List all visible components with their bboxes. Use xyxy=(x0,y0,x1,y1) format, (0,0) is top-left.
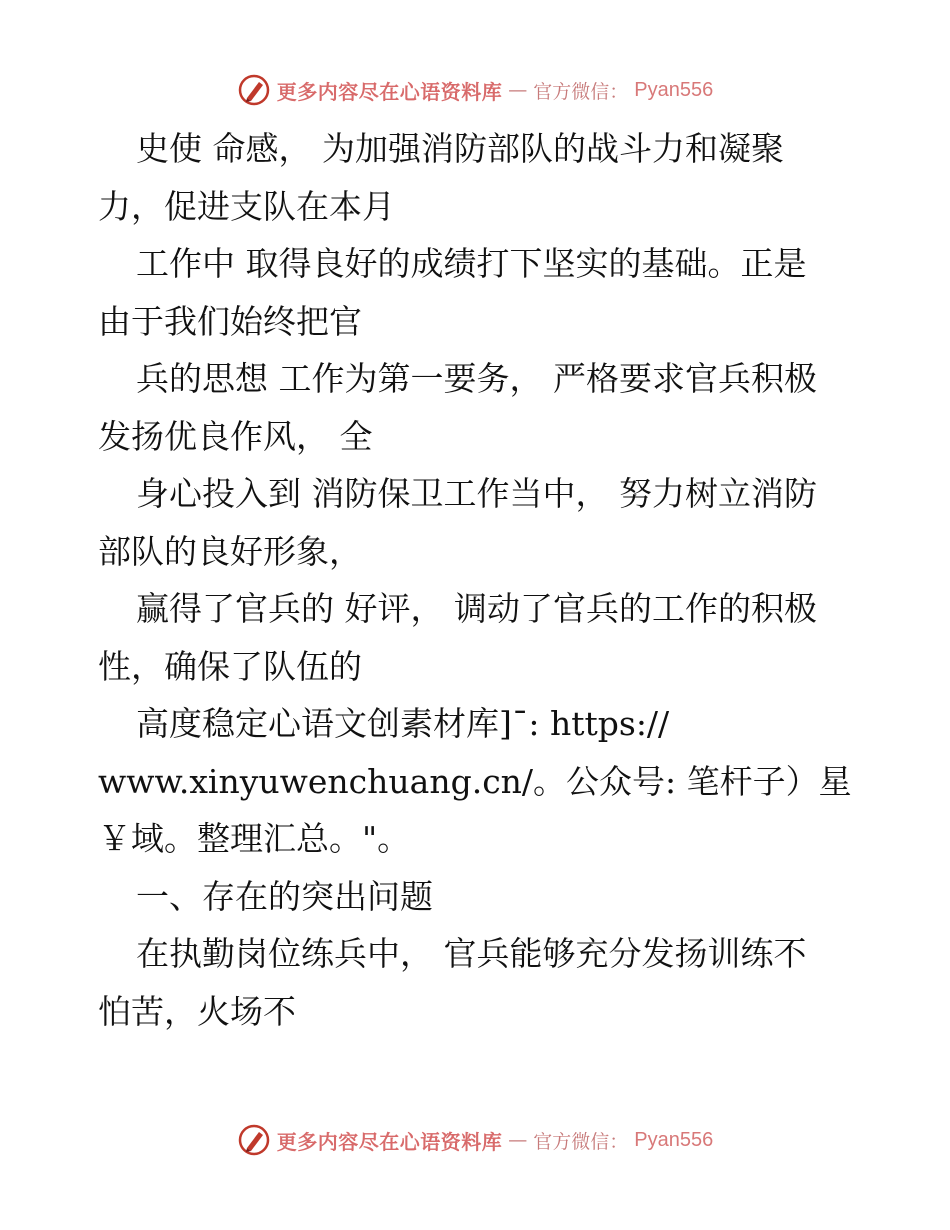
banner-sub-text: 官方微信： xyxy=(533,80,629,103)
document-body xyxy=(98,120,868,1040)
body-line: 工作中 取得良好的成绩打下坚实的基础。正是 xyxy=(136,244,807,283)
body-line: 性，确保了队伍的 xyxy=(98,646,362,686)
body-line: 部队的良好形象， xyxy=(98,531,362,571)
body-line: www.xinyuwenchuang.cn/。公众号: 笔杆子）星 xyxy=(98,761,852,801)
body-line: 发扬优良作风， 全 xyxy=(98,416,373,456)
body-line: 赢得了官兵的 好评， 调动了官兵的工作的积极 xyxy=(136,589,817,628)
body-line: 力，促进支队在本月 xyxy=(98,186,395,226)
body-line: 一、存在的突出问题 xyxy=(136,876,433,916)
body-line: 身心投入到 消防保卫工作当中， 努力树立消防 xyxy=(136,474,817,513)
banner-main-text: 更多内容尽在心语资料库 xyxy=(276,79,503,104)
body-line: ￥域。整理汇总。"。 xyxy=(98,819,411,858)
header-banner xyxy=(0,70,950,110)
banner-wechat-id: Pyan556 xyxy=(634,78,714,101)
banner xyxy=(237,73,713,107)
banner-sub-text: 官方微信： xyxy=(533,1130,629,1153)
body-line: 兵的思想 工作为第一要务， 严格要求官兵积极 xyxy=(136,359,817,398)
body-line: 在执勤岗位练兵中， 官兵能够充分发扬训练不 xyxy=(136,934,807,973)
body-line: 高度稳定心语文创素材库]¯: https:// xyxy=(136,704,670,743)
banner-wechat-id: Pyan556 xyxy=(634,1128,714,1151)
pen-logo-icon xyxy=(237,73,271,107)
body-line: 由于我们始终把官 xyxy=(98,301,362,341)
body-line: 怕苦，火场不 xyxy=(98,991,296,1031)
footer-banner xyxy=(0,1120,950,1160)
banner xyxy=(237,1123,713,1157)
banner-main-text: 更多内容尽在心语资料库 xyxy=(276,1129,503,1154)
body-line: 史使 命感， 为加强消防部队的战斗力和凝聚 xyxy=(136,129,784,168)
pen-logo-icon xyxy=(237,1123,271,1157)
banner-dash: — xyxy=(508,79,528,101)
banner-dash: — xyxy=(508,1129,528,1151)
